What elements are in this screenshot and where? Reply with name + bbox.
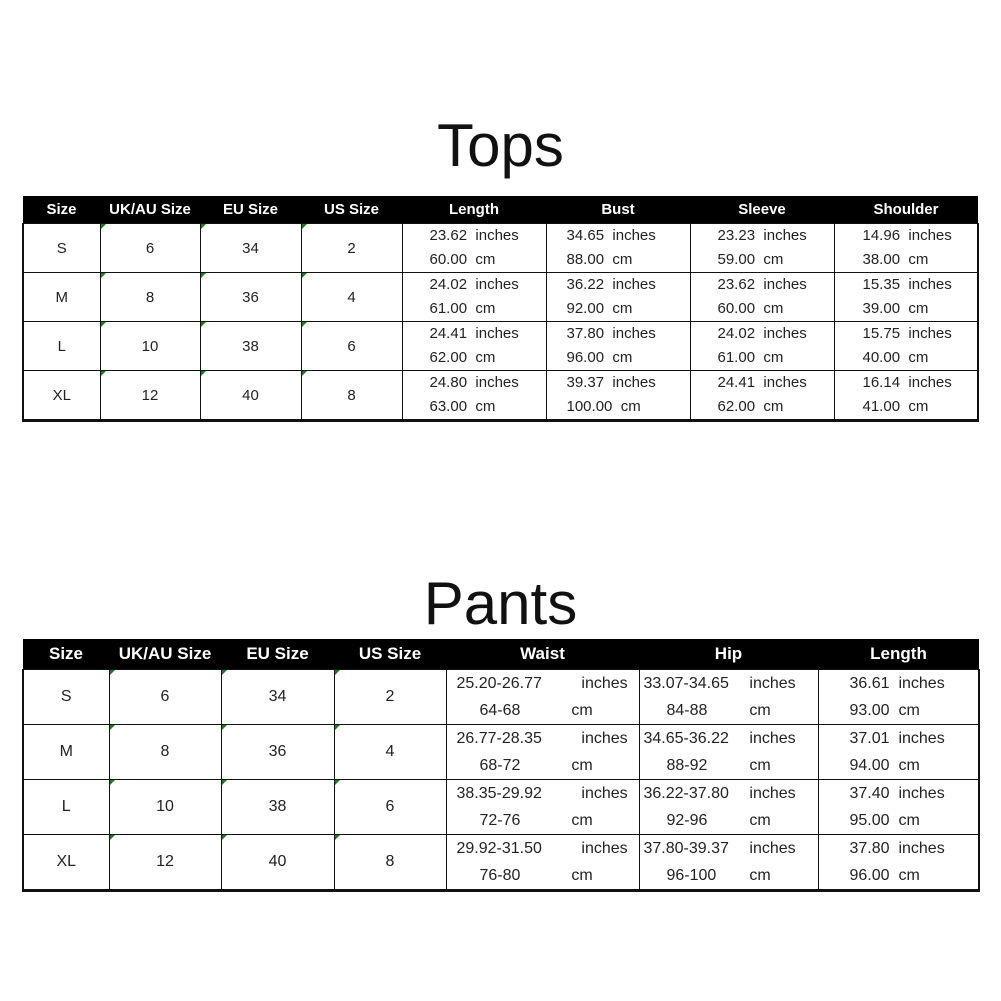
- sleeve-cell-in-line: [691, 273, 834, 297]
- waist-cell-in-unit: inches: [581, 785, 628, 802]
- eu-size-cell: 34: [200, 224, 301, 273]
- length-cell-cm-value: 60.00: [429, 251, 468, 268]
- bust-cell-in-value: 36.22: [566, 276, 605, 293]
- shoulder-cell-in-unit: inches: [908, 276, 952, 293]
- bust-cell-in-line: [547, 322, 690, 346]
- sleeve-cell-in-unit: inches: [763, 325, 807, 342]
- tops-header-row: [23, 196, 978, 224]
- length-cell-cm-line: [403, 248, 546, 272]
- pants-length-cell-cm-value: 96.00: [849, 867, 890, 884]
- pants-length-cell-in-value: 37.40: [849, 785, 890, 802]
- hip-cell-in-unit: inches: [749, 840, 796, 857]
- hip-cell-cm-line: [640, 862, 818, 889]
- hip-cell-in-line: [640, 670, 818, 697]
- sleeve-cell-in-line: [691, 371, 834, 395]
- waist-cell: [446, 780, 639, 835]
- sleeve-cell-in-unit: inches: [763, 227, 807, 244]
- hip-cell-cm-value: 88-92: [666, 757, 708, 774]
- length-cell-cm-value: 63.00: [429, 398, 468, 415]
- header-size: Size: [23, 639, 109, 670]
- length-cell-in-value: 24.41: [429, 325, 468, 342]
- sleeve-cell-in-unit: inches: [763, 374, 807, 391]
- shoulder-cell-in-value: 14.96: [862, 227, 901, 244]
- hip-cell-in-value: 34.65-36.22: [643, 730, 729, 747]
- eu-size-cell: 34: [221, 670, 334, 725]
- bust-cell-in-line: [547, 224, 690, 248]
- sleeve-cell-cm-unit: cm: [763, 349, 784, 366]
- us-size-cell: 8: [301, 371, 402, 421]
- tops-size-table: [22, 196, 979, 422]
- pants-header-row: [23, 639, 979, 670]
- hip-cell-in-value: 37.80-39.37: [643, 840, 729, 857]
- eu-size-cell: 36: [200, 273, 301, 322]
- hip-cell-cm-value: 84-88: [666, 702, 708, 719]
- size-cell: M: [23, 273, 100, 322]
- hip-cell-in-line: [640, 780, 818, 807]
- waist-cell-in-value: 26.77-28.35: [456, 730, 542, 747]
- waist-cell-in-value: 29.92-31.50: [456, 840, 542, 857]
- shoulder-cell: [834, 322, 978, 371]
- waist-cell-in-value: 38.35-29.92: [456, 785, 542, 802]
- header-eu-size: EU Size: [200, 196, 301, 224]
- waist-cell-in-unit: inches: [581, 840, 628, 857]
- waist-cell-cm-value: 64-68: [479, 702, 521, 719]
- bust-cell-cm-unit: cm: [612, 349, 633, 366]
- header-bust: Bust: [546, 196, 690, 224]
- pants-length-cell-cm-line: [819, 697, 979, 724]
- bust-cell: [546, 224, 690, 273]
- bust-cell-in-unit: inches: [612, 227, 656, 244]
- bust-cell: [546, 371, 690, 421]
- length-cell-in-unit: inches: [475, 325, 519, 342]
- bust-cell-in-unit: inches: [612, 374, 656, 391]
- bust-cell-cm-unit: cm: [620, 398, 641, 415]
- shoulder-cell: [834, 371, 978, 421]
- waist-cell-cm-unit: cm: [571, 757, 593, 774]
- hip-cell-in-value: 33.07-34.65: [643, 675, 729, 692]
- us-size-cell: 2: [301, 224, 402, 273]
- sleeve-cell-in-line: [691, 224, 834, 248]
- hip-cell-cm-unit: cm: [749, 867, 771, 884]
- hip-cell-in-line: [640, 725, 818, 752]
- pants-length-cell-in-line: [819, 780, 979, 807]
- us-size-cell: 8: [334, 835, 446, 891]
- bust-cell-cm-value: 92.00: [566, 300, 605, 317]
- pants-length-cell-cm-unit: cm: [898, 702, 920, 719]
- shoulder-cell-in-line: [835, 273, 978, 297]
- sleeve-cell-in-value: 23.23: [717, 227, 756, 244]
- hip-cell-cm-line: [640, 697, 818, 724]
- bust-cell-cm-value: 88.00: [566, 251, 605, 268]
- waist-cell-cm-value: 68-72: [479, 757, 521, 774]
- pants-length-cell-cm-unit: cm: [898, 757, 920, 774]
- length-cell-in-line: [403, 322, 546, 346]
- length-cell: [402, 371, 546, 421]
- us-size-cell: 6: [334, 780, 446, 835]
- pants-length-cell-cm-line: [819, 752, 979, 779]
- shoulder-cell-in-value: 16.14: [862, 374, 901, 391]
- sleeve-cell: [690, 273, 834, 322]
- sleeve-cell-in-value: 24.02: [717, 325, 756, 342]
- length-cell: [402, 273, 546, 322]
- table-row: [23, 322, 978, 371]
- shoulder-cell-cm-line: [835, 297, 978, 321]
- waist-cell-cm-unit: cm: [571, 867, 593, 884]
- length-cell-cm-line: [403, 395, 546, 419]
- bust-cell-cm-unit: cm: [612, 300, 633, 317]
- us-size-cell: 4: [301, 273, 402, 322]
- bust-cell-cm-value: 96.00: [566, 349, 605, 366]
- size-cell: XL: [23, 835, 109, 891]
- size-cell: L: [23, 322, 100, 371]
- shoulder-cell-in-value: 15.75: [862, 325, 901, 342]
- hip-cell-in-unit: inches: [749, 730, 796, 747]
- us-size-cell: 6: [301, 322, 402, 371]
- sleeve-cell-cm-value: 61.00: [717, 349, 756, 366]
- pants-length-cell-in-value: 37.01: [849, 730, 890, 747]
- hip-cell: [639, 725, 818, 780]
- bust-cell-cm-line: [547, 395, 690, 419]
- waist-cell-cm-line: [447, 697, 639, 724]
- waist-cell: [446, 670, 639, 725]
- waist-cell-cm-line: [447, 752, 639, 779]
- waist-cell-in-value: 25.20-26.77: [456, 675, 542, 692]
- uk-au-size-cell: 10: [100, 322, 200, 371]
- shoulder-cell-in-unit: inches: [908, 374, 952, 391]
- table-row: [23, 224, 978, 273]
- hip-cell-cm-unit: cm: [749, 702, 771, 719]
- pants-length-cell-cm-unit: cm: [898, 812, 920, 829]
- uk-au-size-cell: 10: [109, 780, 221, 835]
- header-uk-au-size: UK/AU Size: [100, 196, 200, 224]
- length-cell-cm-line: [403, 297, 546, 321]
- pants-size-table: [22, 639, 980, 892]
- hip-cell-cm-value: 92-96: [666, 812, 708, 829]
- length-cell-cm-unit: cm: [475, 398, 496, 415]
- bust-cell-in-value: 34.65: [566, 227, 605, 244]
- header-hip: Hip: [639, 639, 818, 670]
- waist-cell-cm-unit: cm: [571, 812, 593, 829]
- size-cell: S: [23, 224, 100, 273]
- pants-length-cell-in-unit: inches: [898, 730, 945, 747]
- bust-cell-cm-line: [547, 346, 690, 370]
- pants-length-cell-cm-value: 95.00: [849, 812, 890, 829]
- length-cell-in-unit: inches: [475, 227, 519, 244]
- pants-title: Pants: [423, 570, 578, 637]
- header-waist: Waist: [446, 639, 639, 670]
- waist-cell-in-unit: inches: [581, 675, 628, 692]
- bust-cell-in-line: [547, 371, 690, 395]
- waist-cell-in-unit: inches: [581, 730, 628, 747]
- hip-cell-cm-line: [640, 752, 818, 779]
- table-row: [23, 273, 978, 322]
- sleeve-cell-in-value: 23.62: [717, 276, 756, 293]
- eu-size-cell: 38: [221, 780, 334, 835]
- header-size: Size: [23, 196, 100, 224]
- hip-cell-in-unit: inches: [749, 785, 796, 802]
- shoulder-cell-in-unit: inches: [908, 227, 952, 244]
- header-shoulder: Shoulder: [834, 196, 978, 224]
- uk-au-size-cell: 8: [109, 725, 221, 780]
- shoulder-cell-in-line: [835, 322, 978, 346]
- uk-au-size-cell: 6: [100, 224, 200, 273]
- pants-length-cell-cm-line: [819, 807, 979, 834]
- shoulder-cell-in-line: [835, 224, 978, 248]
- table-row: [23, 725, 979, 780]
- pants-length-cell: [818, 670, 979, 725]
- us-size-cell: 4: [334, 725, 446, 780]
- header-sleeve: Sleeve: [690, 196, 834, 224]
- bust-cell-cm-line: [547, 248, 690, 272]
- shoulder-cell-cm-unit: cm: [908, 398, 929, 415]
- length-cell-in-line: [403, 224, 546, 248]
- header-length: Length: [818, 639, 979, 670]
- shoulder-cell-cm-line: [835, 248, 978, 272]
- pants-length-cell-in-value: 37.80: [849, 840, 890, 857]
- bust-cell-in-line: [547, 273, 690, 297]
- shoulder-cell-cm-value: 41.00: [862, 398, 901, 415]
- length-cell-cm-line: [403, 346, 546, 370]
- length-cell-in-line: [403, 371, 546, 395]
- uk-au-size-cell: 6: [109, 670, 221, 725]
- sleeve-cell-cm-line: [691, 297, 834, 321]
- bust-cell-in-unit: inches: [612, 276, 656, 293]
- hip-cell: [639, 835, 818, 891]
- length-cell-cm-unit: cm: [475, 349, 496, 366]
- bust-cell-cm-unit: cm: [612, 251, 633, 268]
- waist-cell-in-line: [447, 670, 639, 697]
- pants-length-cell-in-value: 36.61: [849, 675, 890, 692]
- bust-cell-in-value: 39.37: [566, 374, 605, 391]
- header-length: Length: [402, 196, 546, 224]
- bust-cell-in-value: 37.80: [566, 325, 605, 342]
- table-row: [23, 371, 978, 421]
- table-row: [23, 835, 979, 891]
- pants-length-cell-in-unit: inches: [898, 785, 945, 802]
- pants-length-cell: [818, 835, 979, 891]
- header-us-size: US Size: [301, 196, 402, 224]
- waist-cell-in-line: [447, 725, 639, 752]
- hip-cell-in-unit: inches: [749, 675, 796, 692]
- size-cell: M: [23, 725, 109, 780]
- waist-cell-cm-value: 76-80: [479, 867, 521, 884]
- pants-length-cell: [818, 780, 979, 835]
- pants-length-cell-cm-value: 93.00: [849, 702, 890, 719]
- eu-size-cell: 40: [200, 371, 301, 421]
- sleeve-cell-cm-value: 60.00: [717, 300, 756, 317]
- header-uk-au-size: UK/AU Size: [109, 639, 221, 670]
- header-eu-size: EU Size: [221, 639, 334, 670]
- hip-cell: [639, 780, 818, 835]
- shoulder-cell: [834, 273, 978, 322]
- length-cell-cm-unit: cm: [475, 300, 496, 317]
- bust-cell: [546, 322, 690, 371]
- pants-length-cell-cm-line: [819, 862, 979, 889]
- hip-cell-in-line: [640, 835, 818, 862]
- sleeve-cell-cm-line: [691, 395, 834, 419]
- table-row: [23, 780, 979, 835]
- hip-cell: [639, 670, 818, 725]
- us-size-cell: 2: [334, 670, 446, 725]
- eu-size-cell: 38: [200, 322, 301, 371]
- shoulder-cell-cm-value: 39.00: [862, 300, 901, 317]
- hip-cell-in-value: 36.22-37.80: [643, 785, 729, 802]
- hip-cell-cm-unit: cm: [749, 812, 771, 829]
- waist-cell-in-line: [447, 780, 639, 807]
- sleeve-cell-in-unit: inches: [763, 276, 807, 293]
- pants-length-cell-in-unit: inches: [898, 675, 945, 692]
- size-cell: L: [23, 780, 109, 835]
- waist-cell-cm-value: 72-76: [479, 812, 521, 829]
- length-cell-in-unit: inches: [475, 276, 519, 293]
- waist-cell: [446, 835, 639, 891]
- pants-length-cell-in-unit: inches: [898, 840, 945, 857]
- sleeve-cell-cm-value: 62.00: [717, 398, 756, 415]
- header-us-size: US Size: [334, 639, 446, 670]
- pants-length-cell-cm-value: 94.00: [849, 757, 890, 774]
- shoulder-cell-cm-line: [835, 346, 978, 370]
- length-cell: [402, 322, 546, 371]
- hip-cell-cm-line: [640, 807, 818, 834]
- pants-length-cell-in-line: [819, 725, 979, 752]
- length-cell-in-line: [403, 273, 546, 297]
- waist-cell-cm-line: [447, 862, 639, 889]
- hip-cell-cm-unit: cm: [749, 757, 771, 774]
- length-cell-cm-value: 61.00: [429, 300, 468, 317]
- size-cell: S: [23, 670, 109, 725]
- shoulder-cell-cm-line: [835, 395, 978, 419]
- bust-cell: [546, 273, 690, 322]
- waist-cell: [446, 725, 639, 780]
- waist-cell-cm-unit: cm: [571, 702, 593, 719]
- uk-au-size-cell: 12: [109, 835, 221, 891]
- sleeve-cell: [690, 224, 834, 273]
- shoulder-cell-cm-unit: cm: [908, 300, 929, 317]
- sleeve-cell-cm-line: [691, 248, 834, 272]
- pants-length-cell: [818, 725, 979, 780]
- shoulder-cell-cm-unit: cm: [908, 349, 929, 366]
- length-cell-cm-value: 62.00: [429, 349, 468, 366]
- shoulder-cell-in-line: [835, 371, 978, 395]
- length-cell: [402, 224, 546, 273]
- size-cell: XL: [23, 371, 100, 421]
- eu-size-cell: 40: [221, 835, 334, 891]
- sleeve-cell-in-value: 24.41: [717, 374, 756, 391]
- waist-cell-in-line: [447, 835, 639, 862]
- length-cell-in-value: 24.80: [429, 374, 468, 391]
- sleeve-cell-in-line: [691, 322, 834, 346]
- shoulder-cell-cm-unit: cm: [908, 251, 929, 268]
- length-cell-in-value: 23.62: [429, 227, 468, 244]
- pants-length-cell-cm-unit: cm: [898, 867, 920, 884]
- shoulder-cell-cm-value: 38.00: [862, 251, 901, 268]
- length-cell-cm-unit: cm: [475, 251, 496, 268]
- shoulder-cell-in-unit: inches: [908, 325, 952, 342]
- pants-length-cell-in-line: [819, 670, 979, 697]
- pants-length-cell-in-line: [819, 835, 979, 862]
- shoulder-cell-cm-value: 40.00: [862, 349, 901, 366]
- uk-au-size-cell: 8: [100, 273, 200, 322]
- length-cell-in-unit: inches: [475, 374, 519, 391]
- bust-cell-in-unit: inches: [612, 325, 656, 342]
- uk-au-size-cell: 12: [100, 371, 200, 421]
- bust-cell-cm-value: 100.00: [566, 398, 613, 415]
- sleeve-cell-cm-unit: cm: [763, 398, 784, 415]
- bust-cell-cm-line: [547, 297, 690, 321]
- sleeve-cell-cm-unit: cm: [763, 251, 784, 268]
- sleeve-cell: [690, 322, 834, 371]
- sleeve-cell-cm-unit: cm: [763, 300, 784, 317]
- length-cell-in-value: 24.02: [429, 276, 468, 293]
- waist-cell-cm-line: [447, 807, 639, 834]
- shoulder-cell-in-value: 15.35: [862, 276, 901, 293]
- table-row: [23, 670, 979, 725]
- sleeve-cell-cm-line: [691, 346, 834, 370]
- hip-cell-cm-value: 96-100: [666, 867, 717, 884]
- sleeve-cell: [690, 371, 834, 421]
- sleeve-cell-cm-value: 59.00: [717, 251, 756, 268]
- tops-title: Tops: [437, 112, 564, 179]
- shoulder-cell: [834, 224, 978, 273]
- eu-size-cell: 36: [221, 725, 334, 780]
